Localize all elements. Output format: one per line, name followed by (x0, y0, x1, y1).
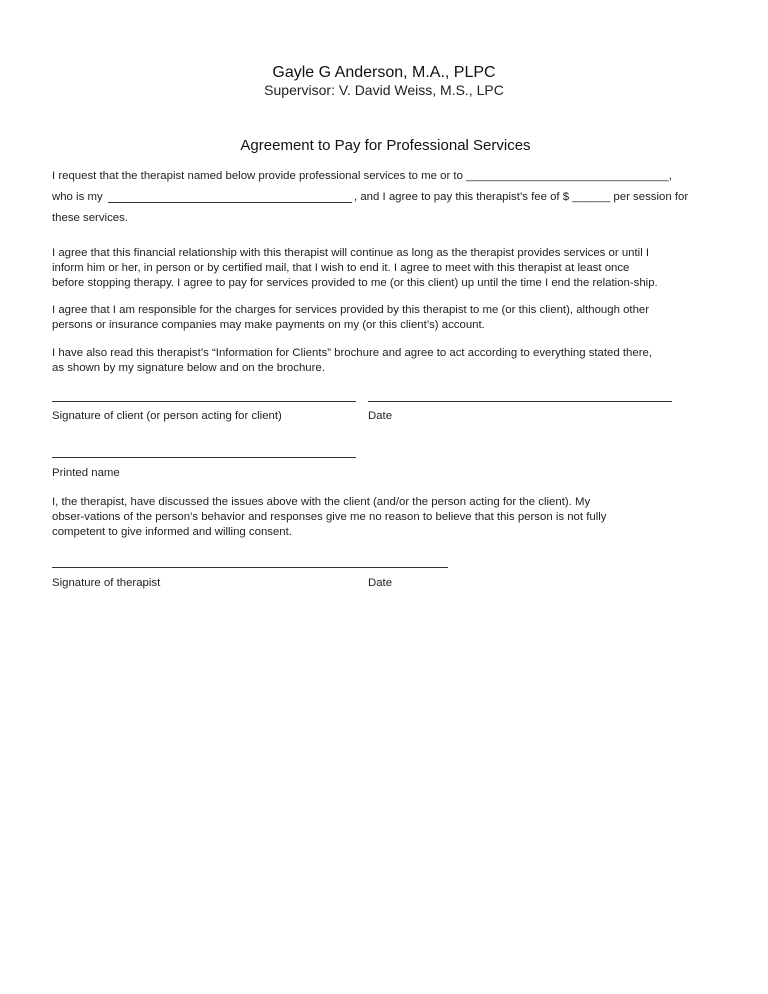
paragraph-line: as shown by my signature below and on the brochure. (52, 362, 325, 374)
therapist-signature-label: Signature of therapist (52, 577, 161, 589)
paragraph-line: I have also read this therapist’s “Information for Clients” brochure and agree to act according to everything stated there, (52, 347, 653, 359)
paragraph-line: obser-vations of the person’s behavior and responses give me no reason to believe that this person is not fully (52, 511, 607, 523)
request-line-3: these services. (52, 212, 128, 224)
printed-name-label: Printed name (52, 467, 120, 479)
relationship-blank-line[interactable] (108, 202, 352, 203)
printed-name-line[interactable] (52, 457, 356, 458)
client-date-line[interactable] (368, 401, 672, 402)
therapist-signature-line[interactable] (52, 567, 448, 568)
paragraph-line: before stopping therapy. I agree to pay for services provided to me (or this client) up until the time I end the relation-ship. (52, 277, 658, 289)
paragraph-line: persons or insurance companies may make payments on my (or this client’s) account. (52, 319, 485, 331)
supervisor-line: Supervisor: V. David Weiss, M.S., LPC (264, 82, 504, 98)
brochure-paragraph (52, 346, 720, 376)
client-signature-line[interactable] (52, 401, 356, 402)
therapist-date-label: Date (368, 577, 393, 589)
request-line-1: I request that the therapist named below provide professional services to me or to ________________________________, (52, 170, 672, 182)
page-title: Agreement to Pay for Professional Services (240, 137, 531, 154)
therapist-statement-paragraph (52, 495, 720, 540)
paragraph-line: I, the therapist, have discussed the issues above with the client (and/or the person acting for the client). My (52, 496, 591, 508)
paragraph-line: I agree that I am responsible for the charges for services provided by this therapist to me (or this client), although other (52, 304, 650, 316)
request-line-2-prefix: who is my (52, 191, 103, 203)
paragraph-line: competent to give informed and willing consent. (52, 526, 292, 538)
therapist-name: Gayle G Anderson, M.A., PLPC (272, 64, 496, 81)
client-date-label: Date (368, 410, 393, 422)
client-signature-label: Signature of client (or person acting for client) (52, 410, 282, 422)
request-line-2-suffix: , and I agree to pay this therapist’s fee of $ ______ per session for (354, 191, 689, 203)
responsibility-paragraph (52, 303, 720, 333)
continuation-paragraph (52, 246, 720, 291)
paragraph-line: I agree that this financial relationship with this therapist will continue as long as the therapist provides services or until I (52, 247, 650, 259)
paragraph-line: inform him or her, in person or by certified mail, that I wish to end it. I agree to meet with this therapist at least once (52, 262, 630, 274)
